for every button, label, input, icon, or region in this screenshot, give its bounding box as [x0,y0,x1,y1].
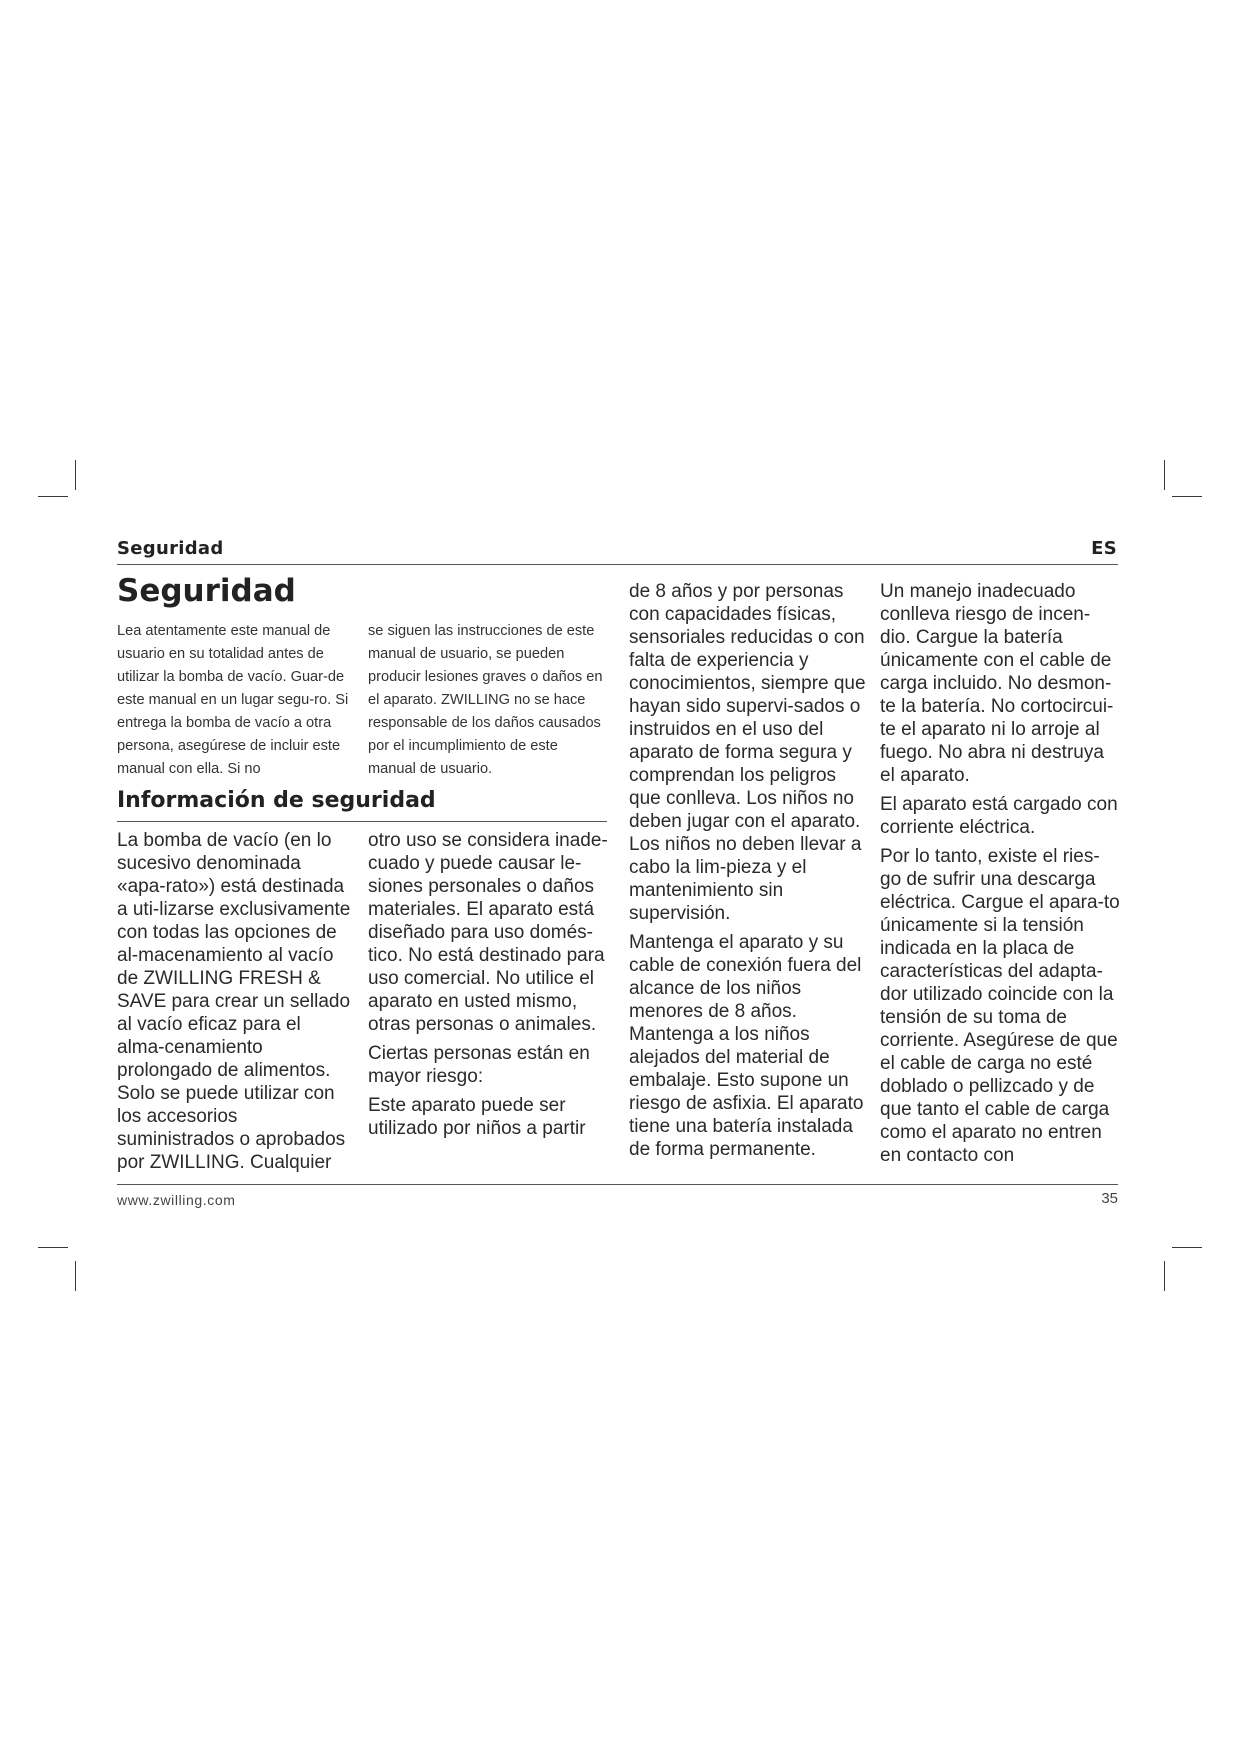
crop-mark-top-right-vertical [1164,460,1165,490]
body-paragraph: La bomba de vacío (en lo sucesivo denominada «apa-rato») está destinada a uti-lizarse exclusivamente con todas las opciones de al-macenamiento al vacío de ZWILLING FRESH & SAVE para crear un sellado al vacío eficaz para el alma-cenamiento prolongado de alimentos. Solo se puede utilizar con los accesorios suministrados o aprobados por ZWILLING. Cualquier [117,830,351,1173]
body-paragraph: de 8 años y por personas con capacidades físicas, sensoriales reducidas o con falta de experiencia y conocimientos, siempre que hayan sido supervi-sados o instruidos en el uso del aparato de forma segura y comprendan los peligros que conlleva. Los niños no deben jugar con el aparato. Los niños no deben llevar a cabo la lim-pieza y el mantenimiento sin supervisión. [629,581,866,924]
intro-column-1: Lea atentamente este manual de usuario en su totalidad antes de utilizar la bomba de vacío. Guar-de este manual en un lugar segu-ro. Si entrega la bomba de vacío a otra persona, asegúrese de incluir este manual con ella. Si no [117,623,349,777]
crop-mark-bottom-left-horizontal [38,1247,68,1248]
body-column-2 [368,829,608,1146]
section-subtitle: Información de seguridad [117,788,436,813]
body-paragraph: El aparato está cargado con corriente eléctrica. [880,794,1118,838]
footer-website: www.zwilling.com [117,1192,236,1208]
crop-mark-bottom-right-horizontal [1172,1247,1202,1248]
body-paragraph: Un manejo inadecuado conlleva riesgo de incen-dio. Cargue la batería únicamente con el cable de carga incluido. No desmon-te la batería. No cortocircui-te el aparato ni lo arroje al fuego. No abra ni destruya el aparato. [880,581,1114,786]
crop-mark-top-left-vertical [75,460,76,490]
crop-mark-top-right-horizontal [1172,496,1202,497]
page-number: 35 [1101,1190,1118,1207]
intro-column-2: se siguen las instrucciones de este manual de usuario, se pueden producir lesiones graves o daños en el aparato. ZWILLING no se hace responsable de los daños causados por el incumplimiento de este manual de usuario. [368,623,603,777]
footer-rule [117,1184,1118,1185]
header-rule [117,564,1118,565]
crop-mark-bottom-left-vertical [75,1261,76,1291]
language-code: ES [1091,538,1117,559]
body-paragraph: Ciertas personas están en mayor riesgo: [368,1043,590,1087]
body-paragraph: Este aparato puede ser utilizado por niños a partir [368,1095,586,1139]
body-paragraph: Por lo tanto, existe el ries-go de sufrir una descarga eléctrica. Cargue el apara-to únicamente si la tensión indicada en la placa de características del adapta-dor utilizado coincide con la tensión de su toma de corriente. Asegúrese de que el cable de carga no esté doblado o pellizcado y de que tanto el cable de carga como el aparato no entren en contacto con [880,846,1120,1166]
body-paragraph: otro uso se considera inade-cuado y puede causar le-siones personales o daños materiales. El aparato está diseñado para uso domés-tico. No está destinado para uso comercial. No utilice el aparato en usted mismo, otras personas o animales. [368,830,608,1035]
subtitle-rule [117,821,607,822]
body-paragraph: Mantenga el aparato y su cable de conexión fuera del alcance de los niños menores de 8 años. Mantenga a los niños alejados del material de embalaje. Esto supone un riesgo de asfixia. El aparato tiene una batería instalada de forma permanente. [629,932,864,1160]
body-column-1 [117,829,353,1180]
body-column-4 [880,580,1120,1173]
page-title: Seguridad [117,573,296,609]
body-column-3 [629,580,869,1167]
running-header-section: Seguridad [117,538,224,559]
crop-mark-top-left-horizontal [38,496,68,497]
crop-mark-bottom-right-vertical [1164,1261,1165,1291]
